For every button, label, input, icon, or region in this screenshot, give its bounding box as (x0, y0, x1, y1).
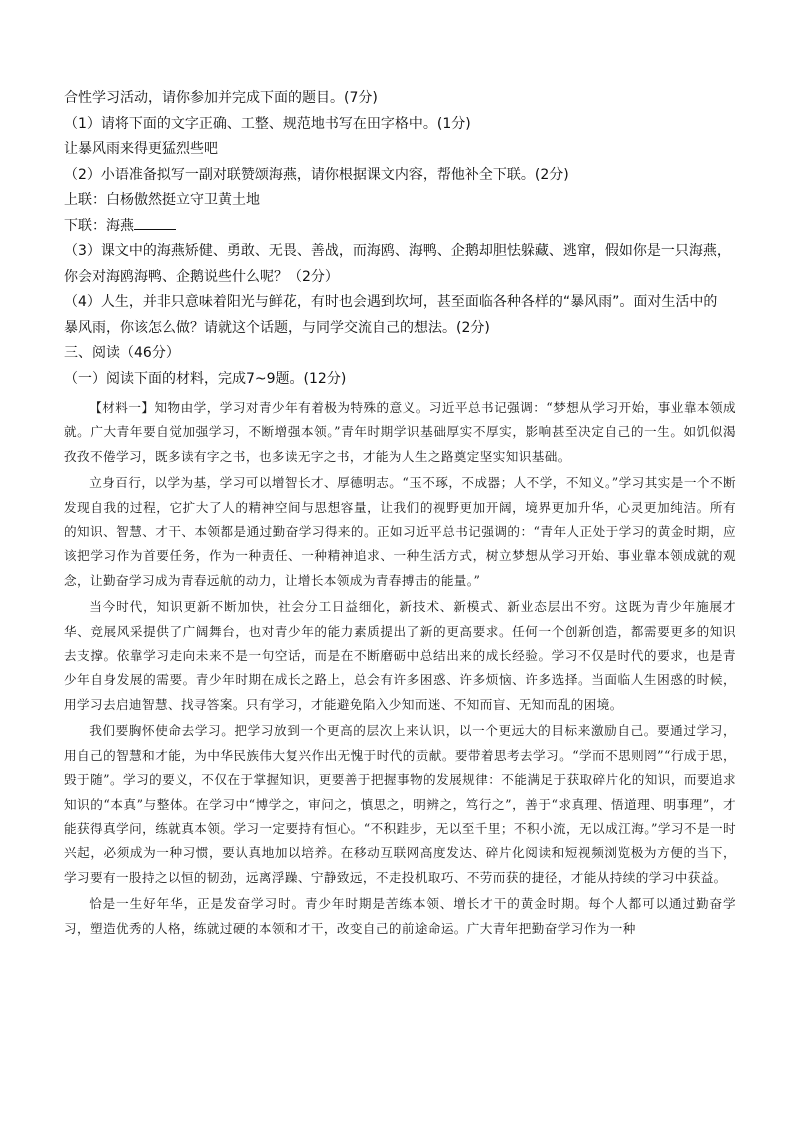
document-page (64, 86, 736, 941)
question-1-text: 让暴风雨来得更猛烈些吧 (64, 141, 218, 157)
couplet-lower-label: 下联：海燕 (64, 217, 134, 234)
question-2: （2）小语准备拟写一副对联赞颂海燕，请你根据课文内容，帮他补全下联。(2分) (64, 166, 569, 183)
question-intro: 合性学习活动，请你参加并完成下面的题目。(7分) (64, 90, 378, 106)
material-paragraph-2: 立身百行，以学为基，学习可以增智长才、厚德明志。“玉不琢，不成器；人不学，不知义。”学习其实是一个不断发现自我的过程，它扩大了人的精神空间与思想容量，让我们的视野更加开阔，境界更加升华，心灵更加纯洁。所有的知识、智慧、才干、本领都是通过勤奋学习得来的。正如习近平总书记强调的：“青年人正处于学习的黄金时期，应该把学习作为首要任务，作为一种责任、一种精神追求、一种生活方式，树立梦想从学习开始、事业靠本领成就的观念，让勤奋学习成为青春远航的动力，让增长本领成为青春搏击的能量。” (64, 475, 736, 588)
material-paragraph-5: 恰是一生好年华，正是发奋学习时。青少年时期是苦练本领、增长才干的黄金时期。每个人都可以通过勤奋学习，塑造优秀的人格，练就过硬的本领和才干，改变自己的前途命运。广大青年把勤奋学习作为一种 (64, 896, 736, 936)
material-paragraph-3: 当今时代，知识更新不断加快，社会分工日益细化，新技术、新模式、新业态层出不穷。这既为青少年施展才华、竞展风采提供了广阔舞台，也对青少年的能力素质提出了新的更高要求。任何一个创新创造，都需要更多的知识去支撑。依靠学习走向未来不是一句空话，而是在不断磨砺中总结出来的成长经验。学习不仅是时代的要求，也是青少年自身发展的需要。青少年时期在成长之路上，总会有许多困惑、许多烦恼、许多选择。当面临人生困惑的时候，用学习去启迪智慧、找寻答案。只有学习，才能避免陷入少知而迷、不知而盲、无知而乱的困境。 (64, 599, 736, 712)
couplet-lower (64, 214, 736, 240)
couplet-upper: 上联：白杨傲然挺立守卫黄土地 (64, 192, 260, 208)
material-paragraph-1-text: 知物由学，学习对青少年有着极为特殊的意义。习近平总书记强调：“梦想从学习开始，事业靠本领成就。广大青年要自觉加强学习，不断增强本领。”青年时期学识基础厚实不厚实，影响甚至决定自己的一生。如饥似渴孜孜不倦学习，既多读有字之书，也多读无字之书，才能为人生之路奠定坚实知识基础。 (64, 400, 736, 464)
question-3-line-2: 你会对海鸥海鸭、企鹅说些什么呢？（2分） (64, 268, 339, 285)
reading-material (64, 396, 736, 941)
material-paragraph-4: 我们要胸怀使命去学习。把学习放到一个更高的层次上来认识，以一个更远大的目标来激励自己。要通过学习，用自己的智慧和才能，为中华民族伟大复兴作出无愧于时代的贡献。要带着思考去学习。“学而不思则罔”“行成于思，毁于随”。学习的要义，不仅在于掌握知识，更要善于把握事物的发展规律：不能满足于获取碎片化的知识，而要追求知识的“本真”与整体。在学习中“博学之，审问之，慎思之，明辨之，笃行之”，善于“求真理、悟道理、明事理”，才能获得真学问，练就真本领。学习一定要持有恒心。“不积跬步，无以至千里；不积小流，无以成江海。”学习不是一时兴起，必须成为一种习惯，要认真地加以培养。在移动互联网高度发达、碎片化阅读和短视频浏览极为方便的当下，学习要有一股持之以恒的韧劲，远离浮躁、宁静致远，不走投机取巧、不劳而获的捷径，才能从持续的学习中获益。 (64, 723, 736, 885)
section-subtitle: （一）阅读下面的材料，完成7~9题。(12分) (64, 370, 347, 387)
question-4-line-1: （4）人生，并非只意味着阳光与鲜花，有时也会遇到坎坷，甚至面临各种各样的“暴风雨”。面对生活中的 (64, 294, 718, 310)
material-paragraph-1 (64, 396, 736, 469)
question-1: （1）请将下面的文字正确、工整、规范地书写在田字格中。(1分) (64, 115, 471, 132)
question-3-line-1: （3）课文中的海燕矫健、勇敢、无畏、善战，而海鸥、海鸭、企鹅却胆怯躲藏、逃窜，假如你是一只海燕， (64, 243, 731, 259)
question-4-line-2: 暴风雨，你该怎么做？请就这个话题，与同学交流自己的想法。(2分) (64, 319, 490, 336)
material-heading: 【材料一】 (89, 400, 155, 415)
section-title: 三、阅读（46分） (64, 345, 180, 361)
answer-blank[interactable] (134, 215, 176, 230)
